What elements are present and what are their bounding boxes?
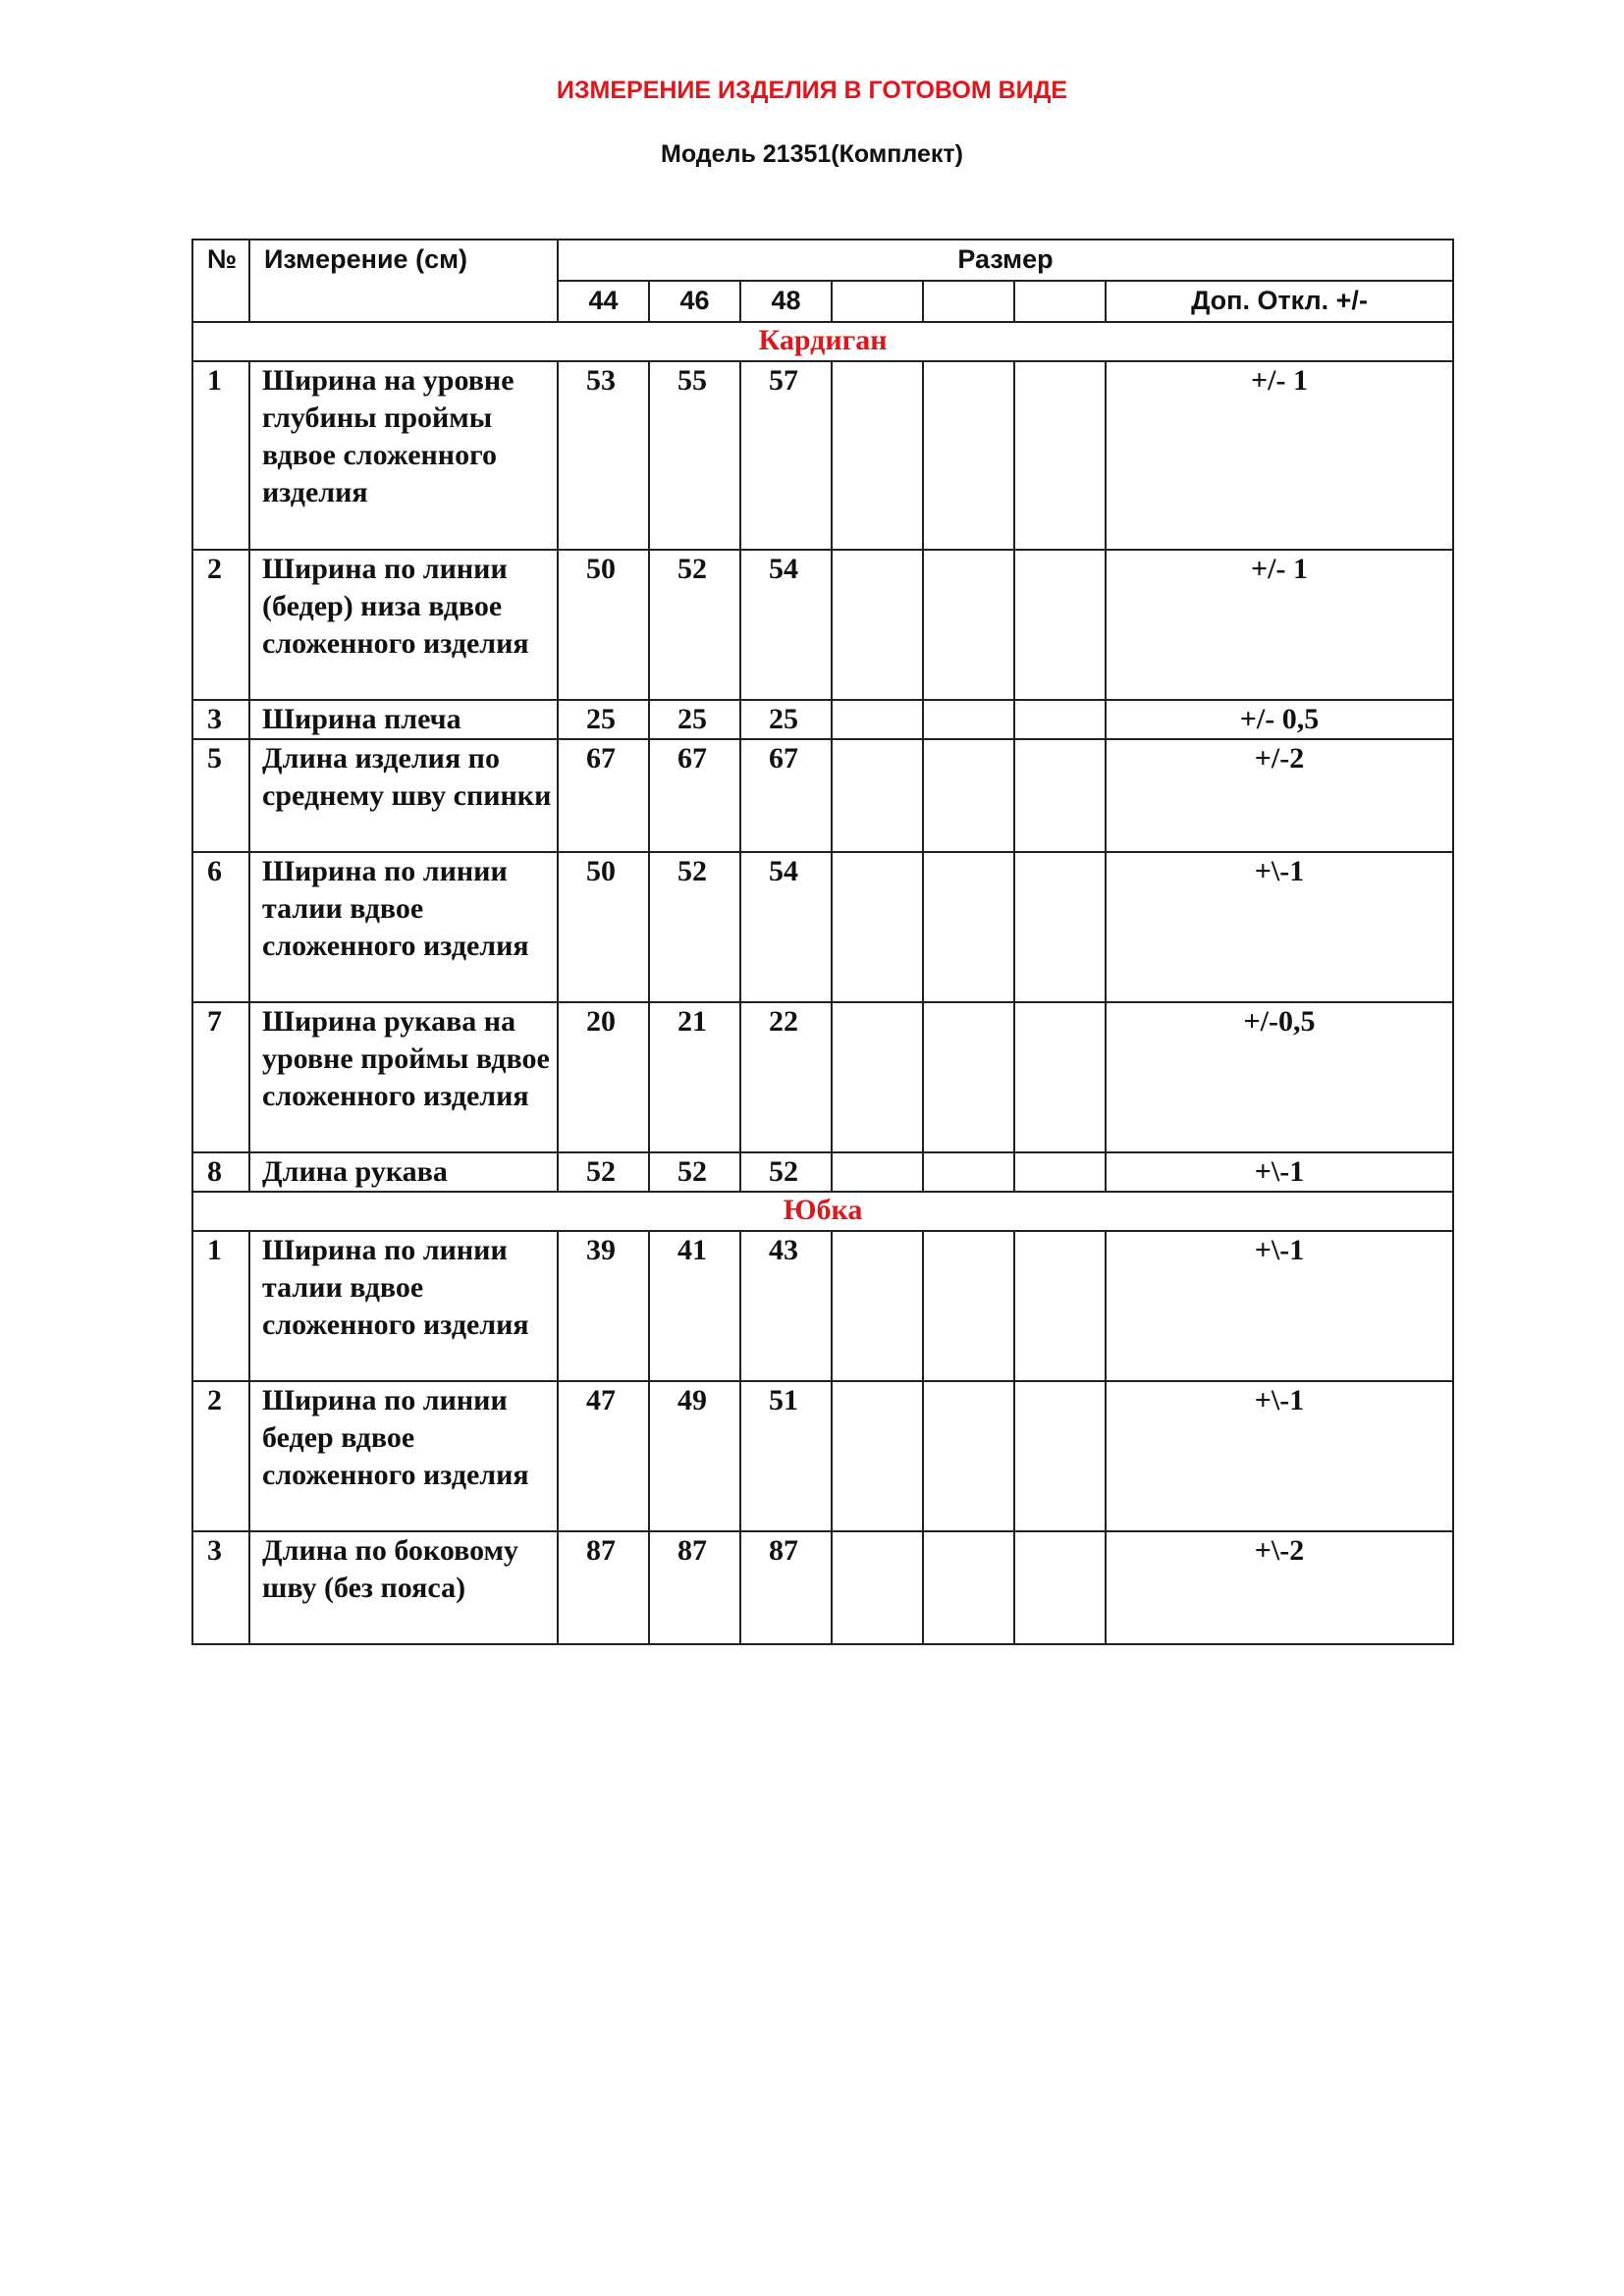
size-value: 52 <box>558 1152 649 1192</box>
row-number: 8 <box>192 1152 249 1192</box>
header-size: Размер <box>558 240 1453 281</box>
section-row <box>192 1192 1453 1231</box>
size-value: 54 <box>740 550 832 700</box>
tolerance-value: +/- 1 <box>1106 550 1453 700</box>
table-row <box>192 852 1453 1002</box>
size-value: 49 <box>649 1381 740 1531</box>
row-number: 2 <box>192 1381 249 1531</box>
tolerance-value: +\-1 <box>1106 852 1453 1002</box>
table-row <box>192 1002 1453 1152</box>
empty-cell <box>832 1381 923 1531</box>
size-value: 52 <box>649 1152 740 1192</box>
size-value: 41 <box>649 1231 740 1381</box>
size-value: 67 <box>740 739 832 852</box>
empty-cell <box>832 361 923 550</box>
measurement-name: Ширина по линии (бедер) низа вдвое сложенного изделия <box>249 550 558 700</box>
row-number: 6 <box>192 852 249 1002</box>
section-title: Юбка <box>192 1192 1453 1231</box>
empty-cell <box>1014 1152 1106 1192</box>
measurement-name: Ширина по линии бедер вдвое сложенного изделия <box>249 1381 558 1531</box>
measurement-name: Ширина по линии талии вдвое сложенного изделия <box>249 852 558 1002</box>
size-value: 52 <box>740 1152 832 1192</box>
header-empty-col <box>923 281 1014 322</box>
tolerance-value: +\-1 <box>1106 1231 1453 1381</box>
row-number: 7 <box>192 1002 249 1152</box>
empty-cell <box>1014 1531 1106 1644</box>
empty-cell <box>923 1152 1014 1192</box>
header-size-48: 48 <box>740 281 832 322</box>
row-number: 3 <box>192 700 249 739</box>
size-value: 47 <box>558 1381 649 1531</box>
empty-cell <box>923 700 1014 739</box>
empty-cell <box>923 852 1014 1002</box>
table-row <box>192 700 1453 739</box>
header-measurement: Измерение (см) <box>249 240 558 322</box>
table-row <box>192 1231 1453 1381</box>
size-value: 54 <box>740 852 832 1002</box>
measurement-name: Длина по боковому шву (без пояса) <box>249 1531 558 1644</box>
empty-cell <box>832 852 923 1002</box>
table-row <box>192 550 1453 700</box>
measurement-name: Ширина плеча <box>249 700 558 739</box>
empty-cell <box>832 1152 923 1192</box>
size-value: 25 <box>558 700 649 739</box>
empty-cell <box>832 700 923 739</box>
empty-cell <box>923 739 1014 852</box>
section-title: Кардиган <box>192 322 1453 361</box>
empty-cell <box>832 739 923 852</box>
tolerance-value: +\-2 <box>1106 1531 1453 1644</box>
size-value: 50 <box>558 550 649 700</box>
row-number: 3 <box>192 1531 249 1644</box>
size-value: 57 <box>740 361 832 550</box>
measurement-name: Ширина на уровне глубины проймы вдвое сложенного изделия <box>249 361 558 550</box>
row-number: 2 <box>192 550 249 700</box>
size-value: 39 <box>558 1231 649 1381</box>
size-value: 87 <box>740 1531 832 1644</box>
empty-cell <box>1014 739 1106 852</box>
empty-cell <box>1014 361 1106 550</box>
empty-cell <box>1014 700 1106 739</box>
measurement-table <box>191 239 1454 1645</box>
table-row <box>192 1381 1453 1531</box>
empty-cell <box>832 1002 923 1152</box>
size-value: 87 <box>649 1531 740 1644</box>
empty-cell <box>1014 1231 1106 1381</box>
row-number: 5 <box>192 739 249 852</box>
empty-cell <box>1014 550 1106 700</box>
table-row <box>192 1531 1453 1644</box>
size-value: 22 <box>740 1002 832 1152</box>
empty-cell <box>1014 1381 1106 1531</box>
table-row <box>192 361 1453 550</box>
size-value: 52 <box>649 852 740 1002</box>
size-value: 55 <box>649 361 740 550</box>
size-value: 50 <box>558 852 649 1002</box>
table-header-row <box>192 240 1453 281</box>
empty-cell <box>923 1002 1014 1152</box>
table-row <box>192 739 1453 852</box>
tolerance-value: +\-1 <box>1106 1381 1453 1531</box>
measurement-name: Длина рукава <box>249 1152 558 1192</box>
size-value: 52 <box>649 550 740 700</box>
model-subtitle: Модель 21351(Комплект) <box>661 140 963 168</box>
measurement-name: Длина изделия по среднему шву спинки <box>249 739 558 852</box>
tolerance-value: +\-1 <box>1106 1152 1453 1192</box>
header-num: № <box>192 240 249 322</box>
header-size-46: 46 <box>649 281 740 322</box>
section-row <box>192 322 1453 361</box>
empty-cell <box>923 1381 1014 1531</box>
size-value: 67 <box>558 739 649 852</box>
header-empty-col <box>1014 281 1106 322</box>
empty-cell <box>923 361 1014 550</box>
tolerance-value: +/- 0,5 <box>1106 700 1453 739</box>
empty-cell <box>923 1231 1014 1381</box>
size-value: 20 <box>558 1002 649 1152</box>
size-value: 25 <box>649 700 740 739</box>
header-size-44: 44 <box>558 281 649 322</box>
header-empty-col <box>832 281 923 322</box>
measurement-name: Ширина по линии талии вдвое сложенного изделия <box>249 1231 558 1381</box>
row-number: 1 <box>192 1231 249 1381</box>
document-title: ИЗМЕРЕНИЕ ИЗДЕЛИЯ В ГОТОВОМ ВИДЕ <box>556 77 1068 104</box>
tolerance-value: +/-0,5 <box>1106 1002 1453 1152</box>
empty-cell <box>832 550 923 700</box>
empty-cell <box>832 1531 923 1644</box>
size-value: 21 <box>649 1002 740 1152</box>
tolerance-value: +/-2 <box>1106 739 1453 852</box>
tolerance-value: +/- 1 <box>1106 361 1453 550</box>
empty-cell <box>1014 1002 1106 1152</box>
row-number: 1 <box>192 361 249 550</box>
size-value: 53 <box>558 361 649 550</box>
size-value: 51 <box>740 1381 832 1531</box>
header-tolerance: Доп. Откл. +/- <box>1106 281 1453 322</box>
size-value: 67 <box>649 739 740 852</box>
empty-cell <box>1014 852 1106 1002</box>
table-row <box>192 1152 1453 1192</box>
size-value: 87 <box>558 1531 649 1644</box>
empty-cell <box>832 1231 923 1381</box>
size-value: 25 <box>740 700 832 739</box>
size-value: 43 <box>740 1231 832 1381</box>
empty-cell <box>923 1531 1014 1644</box>
empty-cell <box>923 550 1014 700</box>
measurement-name: Ширина рукава на уровне проймы вдвое сложенного изделия <box>249 1002 558 1152</box>
